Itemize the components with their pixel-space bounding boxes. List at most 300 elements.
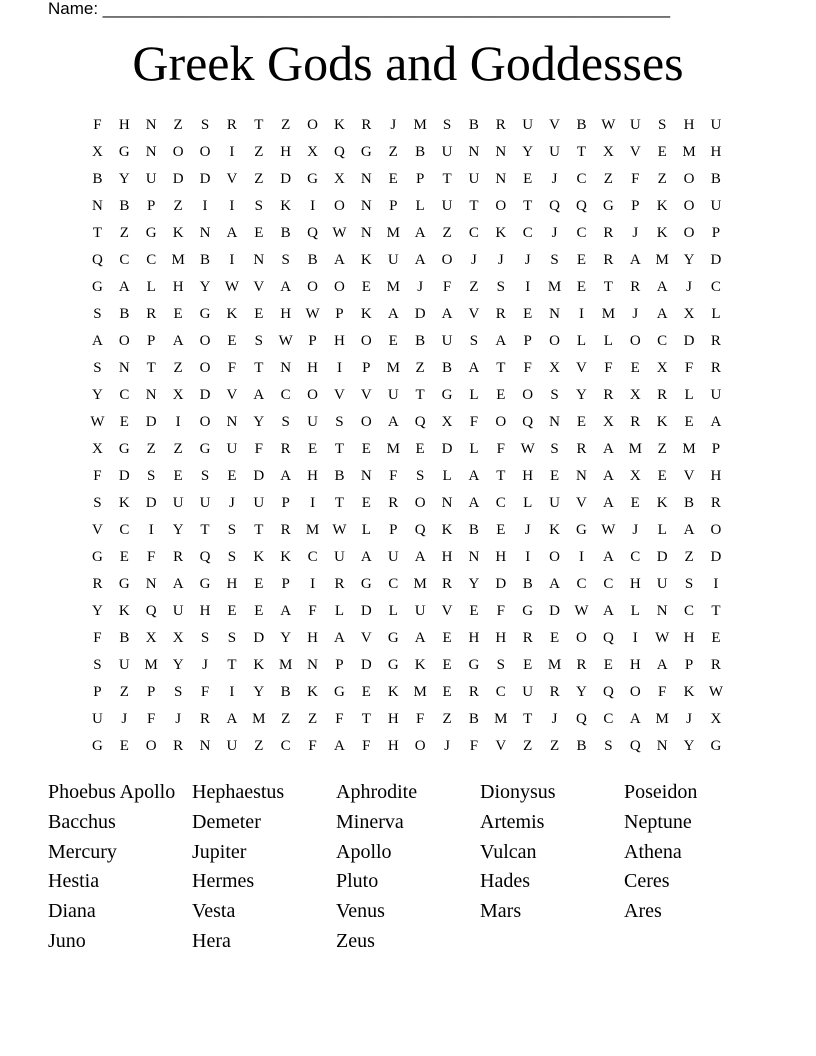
grid-letter: Q: [334, 144, 345, 160]
grid-letter: L: [711, 306, 721, 322]
grid-letter: C: [522, 225, 533, 241]
grid-letter: K: [414, 657, 426, 673]
grid-letter: B: [684, 495, 695, 511]
grid-letter: R: [710, 495, 721, 511]
grid-letter: D: [280, 171, 292, 187]
grid-letter: N: [280, 360, 292, 376]
grid-letter: S: [335, 414, 344, 430]
grid-letter: A: [226, 711, 238, 727]
grid-letter: F: [631, 171, 640, 187]
grid-letter: A: [387, 306, 399, 322]
grid-letter: F: [147, 549, 156, 565]
grid-letter: X: [602, 414, 614, 430]
grid-letter: A: [334, 738, 345, 754]
grid-letter: Y: [468, 576, 480, 592]
grid-letter: O: [683, 198, 695, 214]
grid-letter: S: [200, 468, 210, 484]
grid-row: [84, 140, 729, 167]
grid-letter: B: [522, 576, 533, 592]
grid-letter: L: [146, 279, 156, 295]
grid-letter: N: [118, 360, 130, 376]
grid-letter: P: [147, 333, 156, 349]
grid-letter: U: [710, 387, 722, 403]
grid-letter: F: [496, 603, 505, 619]
grid-letter: D: [253, 468, 265, 484]
grid-letter: R: [200, 711, 211, 727]
grid-letter: E: [119, 738, 129, 754]
grid-letter: I: [148, 522, 154, 538]
grid-letter: A: [118, 279, 130, 295]
grid-row: [84, 491, 729, 518]
grid-letter: Z: [469, 279, 479, 295]
grid-letter: U: [145, 171, 157, 187]
grid-letter: E: [496, 522, 506, 538]
grid-letter: C: [710, 279, 721, 295]
grid-letter: W: [332, 522, 347, 538]
grid-letter: A: [253, 387, 265, 403]
grid-letter: C: [603, 576, 614, 592]
grid-letter: H: [280, 306, 292, 322]
grid-letter: A: [549, 576, 560, 592]
grid-letter: K: [656, 225, 668, 241]
grid-letter: B: [119, 630, 130, 646]
grid-letter: A: [414, 630, 426, 646]
grid-letter: P: [335, 657, 344, 673]
grid-letter: H: [226, 576, 238, 592]
grid-row: [84, 626, 729, 653]
grid-letter: E: [711, 630, 721, 646]
grid-letter: F: [227, 360, 237, 376]
grid-letter: S: [496, 279, 505, 295]
grid-letter: E: [657, 144, 667, 160]
grid-letter: F: [308, 603, 317, 619]
grid-letter: T: [227, 657, 237, 673]
grid-letter: S: [550, 252, 559, 268]
grid-letter: V: [468, 306, 480, 322]
grid-letter: W: [332, 225, 347, 241]
grid-letter: K: [387, 684, 399, 700]
grid-row: [84, 734, 729, 761]
grid-letter: Y: [683, 738, 695, 754]
word-list-item: Juno: [48, 929, 86, 952]
grid-letter: T: [576, 144, 587, 160]
grid-letter: F: [93, 630, 102, 646]
word-list-item: Artemis: [480, 810, 545, 833]
grid-letter: Q: [414, 522, 426, 538]
grid-letter: O: [145, 738, 157, 754]
grid-letter: P: [711, 225, 721, 241]
grid-letter: R: [603, 225, 614, 241]
name-field[interactable]: Name: ____________________________________________________________: [48, 0, 671, 18]
word-list-item: Vesta: [192, 900, 236, 923]
grid-letter: P: [335, 306, 344, 322]
grid-letter: E: [442, 684, 452, 700]
grid-letter: I: [310, 576, 316, 592]
grid-letter: X: [334, 171, 345, 187]
grid-letter: O: [414, 738, 426, 754]
grid-letter: K: [118, 495, 130, 511]
grid-letter: J: [686, 711, 692, 727]
grid-letter: E: [307, 441, 318, 457]
grid-letter: K: [656, 414, 668, 430]
grid-letter: E: [227, 333, 237, 349]
grid-letter: J: [524, 522, 531, 538]
grid-letter: N: [199, 738, 211, 754]
grid-letter: R: [522, 630, 533, 646]
grid-letter: U: [172, 603, 184, 619]
grid-letter: K: [280, 198, 292, 214]
grid-letter: M: [682, 441, 696, 457]
grid-letter: V: [92, 522, 103, 538]
grid-letter: G: [360, 144, 372, 160]
grid-letter: X: [441, 414, 453, 430]
grid-letter: U: [387, 549, 399, 565]
grid-letter: D: [683, 333, 695, 349]
grid-letter: A: [683, 522, 695, 538]
grid-letter: V: [549, 117, 560, 133]
grid-letter: P: [389, 198, 398, 214]
grid-letter: M: [171, 252, 185, 268]
grid-letter: I: [175, 414, 181, 430]
grid-letter: O: [334, 198, 345, 214]
grid-letter: X: [172, 387, 184, 403]
grid-letter: O: [199, 144, 211, 160]
grid-letter: Z: [307, 711, 318, 727]
grid-letter: D: [118, 468, 130, 484]
grid-letter: C: [576, 171, 587, 187]
grid-row: [84, 248, 729, 275]
grid-letter: P: [281, 576, 290, 592]
grid-letter: U: [522, 684, 534, 700]
grid-letter: T: [200, 522, 210, 538]
grid-letter: J: [497, 252, 504, 268]
grid-letter: E: [523, 657, 533, 673]
grid-letter: H: [387, 711, 399, 727]
grid-letter: E: [469, 603, 479, 619]
grid-letter: D: [549, 603, 560, 619]
grid-letter: H: [495, 630, 507, 646]
grid-letter: O: [549, 549, 560, 565]
grid-letter: A: [414, 549, 426, 565]
grid-letter: S: [550, 387, 559, 403]
grid-letter: X: [92, 144, 103, 160]
grid-letter: S: [227, 522, 237, 538]
grid-letter: E: [550, 468, 560, 484]
grid-letter: O: [307, 279, 318, 295]
grid-row: [84, 680, 729, 707]
grid-letter: A: [414, 225, 426, 241]
grid-letter: Z: [657, 171, 667, 187]
grid-letter: B: [442, 360, 453, 376]
grid-letter: D: [656, 549, 668, 565]
grid-letter: J: [524, 252, 531, 268]
grid-letter: B: [468, 117, 479, 133]
grid-letter: E: [523, 306, 533, 322]
grid-letter: V: [576, 360, 587, 376]
grid-letter: C: [307, 549, 318, 565]
grid-letter: S: [93, 657, 102, 673]
grid-letter: O: [360, 333, 372, 349]
grid-letter: T: [496, 468, 506, 484]
word-list-item: Diana: [48, 900, 96, 923]
grid-row: [84, 113, 729, 140]
grid-letter: U: [334, 549, 345, 565]
grid-letter: Z: [281, 711, 291, 727]
grid-letter: A: [387, 414, 399, 430]
grid-letter: G: [92, 738, 103, 754]
grid-letter: O: [199, 414, 211, 430]
grid-letter: B: [415, 144, 426, 160]
grid-letter: C: [119, 387, 130, 403]
grid-letter: Q: [199, 549, 211, 565]
grid-letter: U: [468, 171, 480, 187]
word-list-item: Ares: [624, 900, 662, 923]
grid-letter: K: [253, 549, 265, 565]
grid-letter: B: [92, 171, 103, 187]
grid-letter: C: [280, 738, 291, 754]
grid-letter: A: [602, 495, 614, 511]
grid-letter: F: [308, 738, 317, 754]
grid-letter: N: [360, 225, 372, 241]
grid-letter: E: [254, 225, 264, 241]
grid-letter: E: [173, 468, 183, 484]
grid-letter: C: [280, 387, 291, 403]
grid-letter: V: [495, 738, 507, 754]
grid-letter: M: [655, 711, 669, 727]
grid-letter: C: [576, 225, 587, 241]
grid-letter: F: [254, 441, 263, 457]
grid-letter: O: [629, 333, 641, 349]
grid-letter: O: [576, 630, 587, 646]
grid-letter: N: [495, 171, 507, 187]
grid-letter: A: [441, 306, 453, 322]
grid-letter: D: [414, 306, 426, 322]
grid-letter: J: [417, 279, 424, 295]
grid-letter: F: [469, 738, 479, 754]
word-list-item: Hephaestus: [192, 781, 285, 803]
grid-letter: D: [172, 171, 184, 187]
grid-letter: N: [441, 495, 453, 511]
grid-letter: G: [360, 576, 372, 592]
grid-letter: D: [441, 441, 453, 457]
grid-letter: P: [281, 495, 290, 511]
word-list-item: Aphrodite: [336, 781, 418, 803]
word-list-item: Poseidon: [624, 781, 698, 803]
grid-letter: R: [226, 117, 237, 133]
grid-letter: Z: [173, 360, 183, 376]
grid-letter: Z: [254, 171, 264, 187]
grid-letter: S: [200, 117, 210, 133]
grid-letter: R: [334, 576, 345, 592]
grid-letter: M: [386, 441, 400, 457]
grid-letter: F: [147, 711, 156, 727]
grid-letter: T: [254, 522, 264, 538]
grid-row: [84, 275, 729, 302]
grid-letter: Z: [173, 117, 183, 133]
grid-letter: W: [574, 603, 589, 619]
grid-letter: T: [523, 711, 533, 727]
grid-letter: H: [334, 333, 345, 349]
grid-letter: V: [226, 387, 238, 403]
grid-letter: U: [253, 495, 265, 511]
word-list: [48, 778, 768, 957]
grid-letter: C: [495, 684, 506, 700]
grid-letter: G: [387, 657, 399, 673]
grid-letter: N: [360, 198, 372, 214]
grid-letter: Z: [119, 225, 129, 241]
grid-letter: Z: [119, 684, 129, 700]
grid-letter: H: [683, 630, 695, 646]
grid-letter: H: [710, 468, 722, 484]
grid-letter: L: [657, 522, 667, 538]
grid-letter: B: [468, 522, 479, 538]
grid-letter: Z: [254, 738, 264, 754]
grid-letter: M: [305, 522, 320, 538]
grid-letter: Z: [550, 738, 560, 754]
grid-letter: J: [632, 225, 639, 241]
grid-letter: I: [229, 144, 235, 160]
grid-letter: M: [386, 279, 400, 295]
grid-letter: T: [92, 225, 103, 241]
grid-letter: V: [253, 279, 265, 295]
grid-letter: P: [711, 441, 721, 457]
grid-letter: N: [549, 306, 560, 322]
grid-row: [84, 653, 729, 680]
grid-letter: L: [603, 333, 613, 349]
grid-letter: X: [602, 144, 614, 160]
grid-letter: I: [229, 252, 235, 268]
grid-letter: A: [414, 252, 426, 268]
grid-letter: Y: [172, 657, 184, 673]
grid-letter: A: [226, 225, 238, 241]
grid-letter: U: [656, 576, 668, 592]
grid-letter: M: [279, 657, 293, 673]
grid-letter: Y: [522, 144, 534, 160]
grid-letter: A: [334, 630, 345, 646]
grid-letter: E: [657, 468, 667, 484]
grid-letter: X: [629, 468, 641, 484]
grid-letter: O: [683, 225, 695, 241]
grid-row: [84, 383, 729, 410]
grid-letter: H: [683, 117, 695, 133]
grid-letter: R: [468, 684, 479, 700]
grid-letter: Y: [172, 522, 184, 538]
grid-letter: J: [632, 306, 639, 322]
grid-letter: S: [254, 198, 263, 214]
letter-grid: [84, 113, 729, 761]
grid-row: [84, 545, 729, 572]
grid-letter: K: [118, 603, 130, 619]
grid-letter: E: [630, 360, 640, 376]
grid-letter: S: [684, 576, 694, 592]
grid-letter: H: [629, 657, 641, 673]
grid-letter: Y: [576, 387, 587, 403]
grid-letter: R: [576, 441, 587, 457]
grid-letter: E: [388, 333, 398, 349]
grid-letter: A: [602, 603, 614, 619]
grid-letter: J: [551, 711, 558, 727]
grid-letter: J: [470, 252, 477, 268]
grid-letter: Y: [253, 684, 265, 700]
grid-row: [84, 410, 729, 437]
grid-letter: B: [280, 684, 291, 700]
grid-letter: T: [334, 495, 345, 511]
grid-letter: O: [172, 144, 184, 160]
grid-letter: N: [145, 387, 157, 403]
grid-letter: F: [93, 468, 102, 484]
grid-letter: K: [307, 684, 318, 700]
grid-letter: L: [334, 603, 345, 619]
grid-letter: C: [603, 711, 614, 727]
grid-letter: R: [710, 657, 721, 673]
grid-letter: E: [173, 306, 183, 322]
grid-letter: Y: [118, 171, 130, 187]
grid-letter: O: [495, 198, 507, 214]
grid-row: [84, 167, 729, 194]
grid-letter: X: [710, 711, 722, 727]
grid-letter: E: [496, 387, 506, 403]
grid-letter: A: [602, 549, 614, 565]
grid-letter: A: [629, 711, 641, 727]
grid-letter: V: [629, 144, 641, 160]
grid-letter: V: [683, 468, 695, 484]
word-list-item: Mercury: [48, 840, 117, 863]
grid-letter: Q: [522, 414, 534, 430]
grid-letter: D: [360, 603, 372, 619]
grid-letter: R: [603, 387, 614, 403]
grid-letter: E: [550, 630, 560, 646]
grid-letter: L: [630, 603, 640, 619]
grid-letter: U: [441, 144, 453, 160]
grid-letter: T: [254, 117, 264, 133]
grid-letter: W: [708, 684, 724, 700]
grid-letter: Z: [523, 738, 533, 754]
grid-letter: G: [118, 576, 130, 592]
grid-letter: X: [307, 144, 318, 160]
grid-letter: W: [90, 414, 105, 430]
word-list-item: Phoebus Apollo: [48, 781, 176, 803]
grid-letter: A: [92, 333, 103, 349]
grid-letter: F: [93, 117, 102, 133]
grid-letter: R: [280, 441, 291, 457]
grid-letter: R: [442, 576, 453, 592]
grid-letter: N: [468, 144, 480, 160]
grid-letter: Q: [602, 630, 614, 646]
grid-letter: N: [145, 144, 157, 160]
grid-letter: Z: [254, 144, 264, 160]
grid-letter: S: [254, 333, 263, 349]
grid-letter: G: [334, 684, 345, 700]
grid-letter: Y: [576, 684, 587, 700]
grid-letter: H: [307, 360, 318, 376]
grid-letter: E: [442, 630, 452, 646]
grid-letter: U: [226, 441, 238, 457]
grid-letter: R: [710, 360, 721, 376]
grid-letter: G: [92, 279, 103, 295]
grid-letter: L: [415, 198, 425, 214]
grid-letter: S: [415, 468, 425, 484]
grid-letter: R: [495, 117, 506, 133]
grid-row: [84, 356, 729, 383]
grid-letter: U: [226, 738, 238, 754]
grid-letter: D: [253, 630, 265, 646]
grid-letter: M: [413, 117, 427, 133]
grid-row: [84, 221, 729, 248]
word-list-item: Venus: [336, 900, 385, 923]
grid-letter: I: [632, 630, 638, 646]
grid-letter: E: [630, 495, 640, 511]
grid-letter: K: [360, 252, 372, 268]
